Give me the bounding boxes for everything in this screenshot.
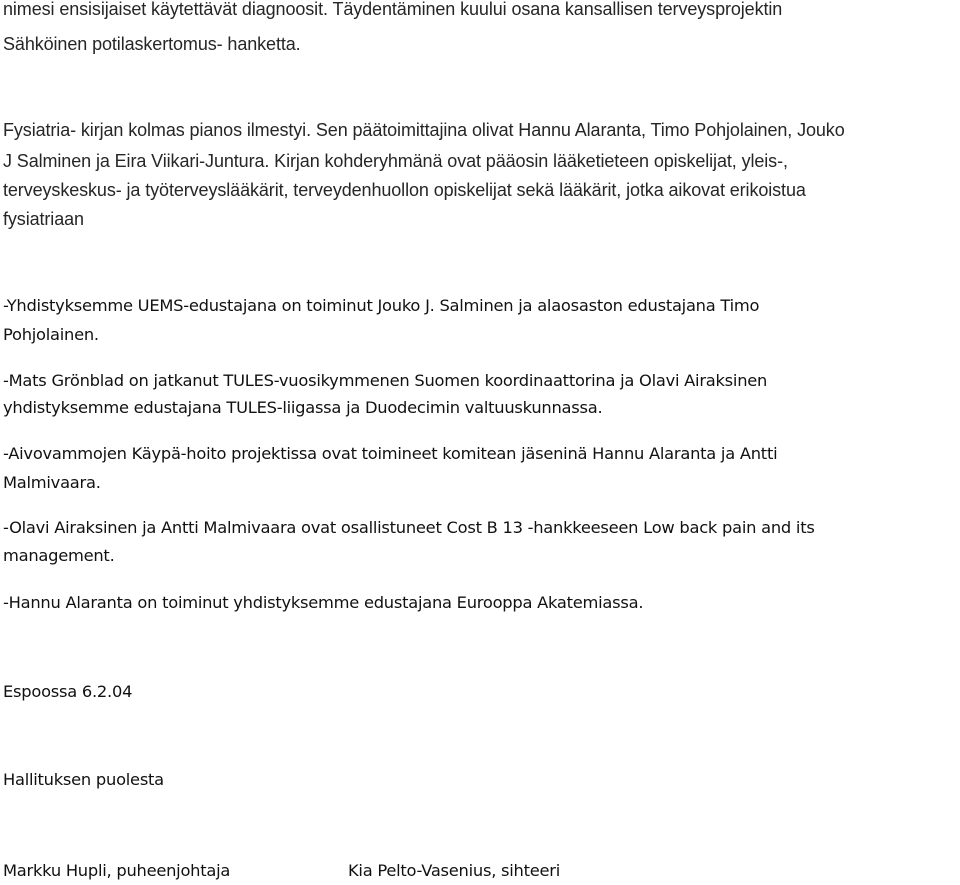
signatory-chair: Markku Hupli, puheenjohtaja (3, 861, 231, 880)
intro-line-2: Sähköinen potilaskertomus- hanketta. (3, 34, 301, 54)
uems-line-1: -Yhdistyksemme UEMS-edustajana on toiminut Jouko J. Salminen ja alaosaston edustajana Timo (3, 296, 760, 315)
signatory-secretary: Kia Pelto-Vasenius, sihteeri (348, 861, 561, 880)
aivovammat-line-2: Malmivaara. (3, 473, 101, 492)
fysiatria-line-4: fysiatriaan (3, 209, 84, 229)
akatemia-line-1: -Hannu Alaranta on toiminut yhdistyksemme edustajana Eurooppa Akatemiassa. (3, 593, 644, 612)
tules-line-2: yhdistyksemme edustajana TULES-liigassa ja Duodecimin valtuuskunnassa. (3, 398, 603, 417)
aivovammat-line-1: -Aivovammojen Käypä-hoito projektissa ovat toimineet komitean jäseninä Hannu Alaranta ja Antti (3, 444, 778, 463)
costb13-line-1: -Olavi Airaksinen ja Antti Malmivaara ovat osallistuneet Cost B 13 -hankkeeseen Low back pain and its (3, 518, 815, 537)
tules-line-1: -Mats Grönblad on jatkanut TULES-vuosikymmenen Suomen koordinaattorina ja Olavi Airaksinen (3, 371, 768, 390)
uems-line-2: Pohjolainen. (3, 325, 99, 344)
costb13-line-2: management. (3, 546, 115, 565)
fysiatria-line-3: terveyskeskus- ja työterveyslääkärit, terveydenhuollon opiskelijat sekä lääkärit, jotka aikovat erikoistua (3, 180, 806, 200)
on-behalf-line: Hallituksen puolesta (3, 770, 164, 789)
intro-line-1: nimesi ensisijaiset käytettävät diagnoosit. Täydentäminen kuului osana kansallisen terveysprojektin (3, 0, 783, 19)
fysiatria-line-2: J Salminen ja Eira Viikari-Juntura. Kirjan kohderyhmänä ovat pääosin lääketieteen opiskelijat, yleis-, (3, 151, 788, 171)
place-date: Espoossa 6.2.04 (3, 682, 133, 701)
fysiatria-line-1: Fysiatria- kirjan kolmas pianos ilmestyi. Sen päätoimittajina olivat Hannu Alaranta, Timo Pohjolainen, Jouko (3, 120, 845, 140)
